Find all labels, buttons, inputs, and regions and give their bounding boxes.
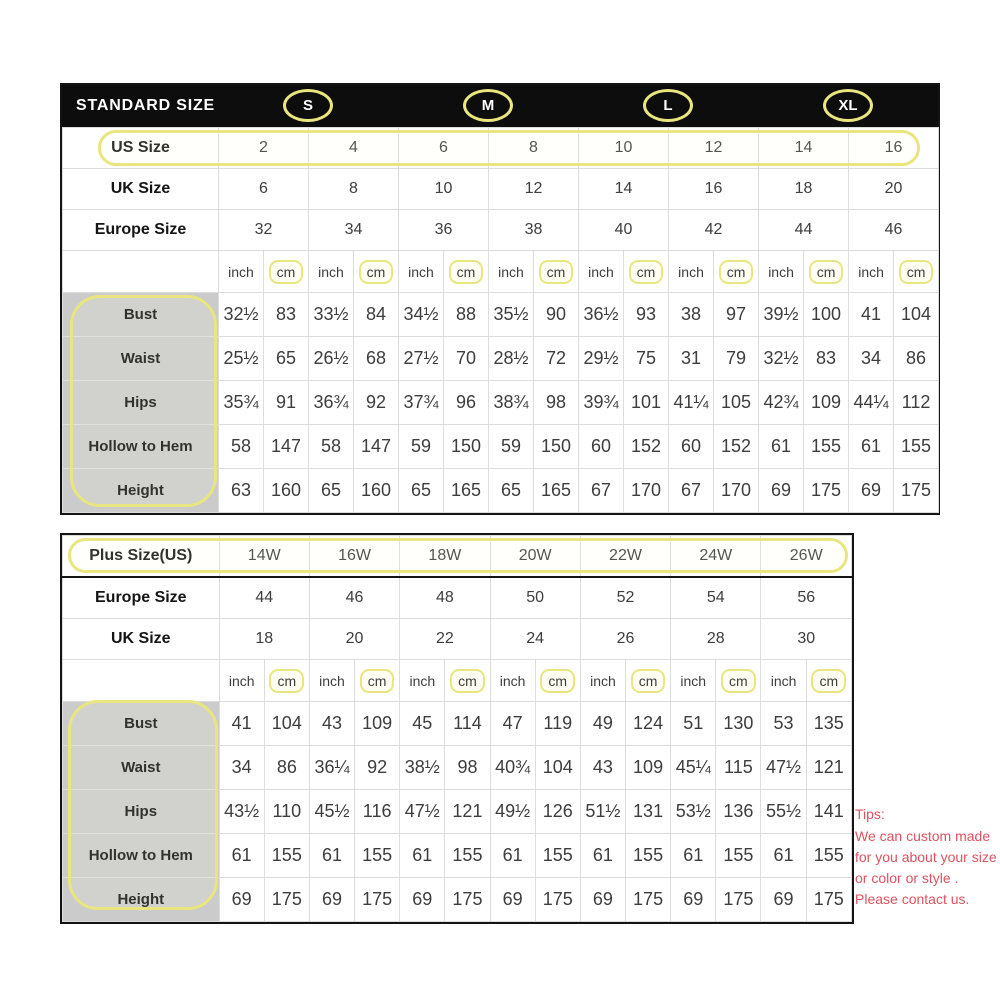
size-value-cell: 54 xyxy=(671,577,761,619)
size-value-cell: 26 xyxy=(580,619,670,660)
cm-value-cell: 165 xyxy=(444,469,489,513)
size-value-cell: 36 xyxy=(399,210,489,251)
unit-inch-cell: inch xyxy=(399,251,444,293)
cm-highlight-box: cm xyxy=(721,669,756,693)
unit-cm-cell xyxy=(444,251,489,293)
cm-highlight-box: cm xyxy=(719,260,754,284)
cm-value-cell: 96 xyxy=(444,381,489,425)
unit-row xyxy=(63,251,939,293)
tips-line: We can custom made xyxy=(855,828,991,844)
cm-value-cell: 98 xyxy=(534,381,579,425)
size-value-cell: 44 xyxy=(219,577,309,619)
unit-cm-cell xyxy=(716,660,761,702)
cm-value-cell: 175 xyxy=(716,878,761,922)
row-label-height: Height xyxy=(63,878,220,922)
inch-value-cell: 34½ xyxy=(399,293,444,337)
cm-value-cell: 136 xyxy=(716,790,761,834)
inch-value-cell: 61 xyxy=(219,834,264,878)
inch-value-cell: 61 xyxy=(309,834,354,878)
size-value-cell: 50 xyxy=(490,577,580,619)
size-value-cell: 20 xyxy=(309,619,399,660)
size-value-cell: 18 xyxy=(219,619,309,660)
inch-value-cell: 61 xyxy=(580,834,625,878)
cm-value-cell: 79 xyxy=(714,337,759,381)
unit-inch-cell: inch xyxy=(761,660,806,702)
inch-value-cell: 65 xyxy=(309,469,354,513)
size-value-cell: 28 xyxy=(671,619,761,660)
unit-cm-cell xyxy=(264,660,309,702)
inch-value-cell: 67 xyxy=(579,469,624,513)
inch-value-cell: 59 xyxy=(489,425,534,469)
inch-value-cell: 60 xyxy=(669,425,714,469)
inch-value-cell: 69 xyxy=(759,469,804,513)
cm-value-cell: 70 xyxy=(444,337,489,381)
cm-value-cell: 104 xyxy=(535,746,580,790)
size-value-cell: 14 xyxy=(579,169,669,210)
cm-value-cell: 92 xyxy=(355,746,400,790)
inch-value-cell: 58 xyxy=(219,425,264,469)
cm-value-cell: 121 xyxy=(445,790,490,834)
size-value-cell: 52 xyxy=(580,577,670,619)
size-row-uk-size xyxy=(63,619,852,660)
size-value-cell: 20W xyxy=(490,536,580,578)
inch-value-cell: 49 xyxy=(580,702,625,746)
measurement-row-hips xyxy=(63,790,852,834)
inch-value-cell: 29½ xyxy=(579,337,624,381)
cm-value-cell: 115 xyxy=(716,746,761,790)
inch-value-cell: 53 xyxy=(761,702,806,746)
unit-inch-cell: inch xyxy=(669,251,714,293)
cm-value-cell: 100 xyxy=(804,293,849,337)
cm-value-cell: 170 xyxy=(624,469,669,513)
inch-value-cell: 61 xyxy=(849,425,894,469)
size-value-cell: 44 xyxy=(759,210,849,251)
unit-inch-cell: inch xyxy=(849,251,894,293)
size-value-cell: 24 xyxy=(490,619,580,660)
measurement-row-waist xyxy=(63,746,852,790)
inch-value-cell: 44¼ xyxy=(849,381,894,425)
cm-highlight-box: cm xyxy=(631,669,666,693)
row-label-europe-size: Europe Size xyxy=(63,210,219,251)
inch-value-cell: 28½ xyxy=(489,337,534,381)
inch-value-cell: 69 xyxy=(849,469,894,513)
inch-value-cell: 69 xyxy=(400,878,445,922)
size-value-cell: 14 xyxy=(759,128,849,169)
inch-value-cell: 41¼ xyxy=(669,381,714,425)
inch-value-cell: 47½ xyxy=(761,746,806,790)
unit-inch-cell: inch xyxy=(579,251,624,293)
cm-value-cell: 152 xyxy=(714,425,759,469)
size-value-cell: 18W xyxy=(400,536,490,578)
cm-highlight-box: cm xyxy=(359,260,394,284)
size-row-uk-size xyxy=(63,169,939,210)
measurement-row-hollow-to-hem xyxy=(63,834,852,878)
row-label-hollow-to-hem: Hollow to Hem xyxy=(63,425,219,469)
size-value-cell: 22W xyxy=(580,536,670,578)
measurement-row-hips xyxy=(63,381,939,425)
inch-value-cell: 61 xyxy=(759,425,804,469)
cm-value-cell: 152 xyxy=(624,425,669,469)
cm-value-cell: 86 xyxy=(264,746,309,790)
custom-made-tips-note xyxy=(855,804,997,910)
inch-value-cell: 25½ xyxy=(219,337,264,381)
cm-value-cell: 86 xyxy=(894,337,939,381)
inch-value-cell: 38½ xyxy=(400,746,445,790)
inch-value-cell: 59 xyxy=(399,425,444,469)
size-row-us-size xyxy=(63,128,939,169)
inch-value-cell: 36¾ xyxy=(309,381,354,425)
size-value-cell: 20 xyxy=(849,169,939,210)
cm-value-cell: 175 xyxy=(626,878,671,922)
unit-cm-cell xyxy=(354,251,399,293)
inch-value-cell: 69 xyxy=(490,878,535,922)
size-value-cell: 4 xyxy=(309,128,399,169)
inch-value-cell: 58 xyxy=(309,425,354,469)
inch-value-cell: 38¾ xyxy=(489,381,534,425)
inch-value-cell: 36¼ xyxy=(309,746,354,790)
cm-value-cell: 155 xyxy=(264,834,309,878)
cm-value-cell: 150 xyxy=(534,425,579,469)
inch-value-cell: 36½ xyxy=(579,293,624,337)
standard-size-header-bar xyxy=(62,85,938,127)
cm-value-cell: 104 xyxy=(264,702,309,746)
size-value-cell: 48 xyxy=(400,577,490,619)
plus-size-table xyxy=(60,533,854,924)
row-label-bust: Bust xyxy=(63,702,220,746)
inch-value-cell: 53½ xyxy=(671,790,716,834)
inch-value-cell: 34 xyxy=(219,746,264,790)
inch-value-cell: 40¾ xyxy=(490,746,535,790)
row-label-hollow-to-hem: Hollow to Hem xyxy=(63,834,220,878)
inch-value-cell: 39½ xyxy=(759,293,804,337)
cm-value-cell: 124 xyxy=(626,702,671,746)
inch-value-cell: 35½ xyxy=(489,293,534,337)
cm-value-cell: 91 xyxy=(264,381,309,425)
cm-value-cell: 175 xyxy=(894,469,939,513)
cm-value-cell: 92 xyxy=(354,381,399,425)
size-value-cell: 16W xyxy=(309,536,399,578)
standard-size-title: STANDARD SIZE xyxy=(76,97,215,114)
cm-value-cell: 155 xyxy=(355,834,400,878)
cm-value-cell: 131 xyxy=(626,790,671,834)
cm-value-cell: 109 xyxy=(626,746,671,790)
cm-value-cell: 155 xyxy=(445,834,490,878)
inch-value-cell: 61 xyxy=(761,834,806,878)
cm-value-cell: 83 xyxy=(804,337,849,381)
cm-value-cell: 160 xyxy=(354,469,399,513)
size-value-cell: 10 xyxy=(579,128,669,169)
size-value-cell: 40 xyxy=(579,210,669,251)
cm-value-cell: 84 xyxy=(354,293,399,337)
measurement-row-hollow-to-hem xyxy=(63,425,939,469)
inch-value-cell: 63 xyxy=(219,469,264,513)
cm-value-cell: 126 xyxy=(535,790,580,834)
size-value-cell: 10 xyxy=(399,169,489,210)
unit-row-empty-label xyxy=(63,251,219,293)
inch-value-cell: 61 xyxy=(400,834,445,878)
size-value-cell: 6 xyxy=(399,128,489,169)
unit-inch-cell: inch xyxy=(219,251,264,293)
cm-value-cell: 109 xyxy=(355,702,400,746)
inch-value-cell: 45 xyxy=(400,702,445,746)
inch-value-cell: 41 xyxy=(849,293,894,337)
unit-cm-cell xyxy=(355,660,400,702)
cm-value-cell: 155 xyxy=(806,834,851,878)
cm-highlight-box: cm xyxy=(811,669,846,693)
cm-value-cell: 112 xyxy=(894,381,939,425)
size-row-plus-size-us xyxy=(63,536,852,578)
size-row-europe-size xyxy=(63,577,852,619)
inch-value-cell: 43 xyxy=(580,746,625,790)
inch-value-cell: 43½ xyxy=(219,790,264,834)
unit-inch-cell: inch xyxy=(489,251,534,293)
cm-value-cell: 68 xyxy=(354,337,399,381)
inch-value-cell: 45¼ xyxy=(671,746,716,790)
size-value-cell: 30 xyxy=(761,619,852,660)
inch-value-cell: 51 xyxy=(671,702,716,746)
cm-value-cell: 175 xyxy=(804,469,849,513)
cm-value-cell: 165 xyxy=(534,469,579,513)
inch-value-cell: 65 xyxy=(399,469,444,513)
tips-line: for you about your size xyxy=(855,849,997,865)
size-value-cell: 16 xyxy=(669,169,759,210)
inch-value-cell: 69 xyxy=(580,878,625,922)
row-label-bust: Bust xyxy=(63,293,219,337)
cm-value-cell: 105 xyxy=(714,381,759,425)
unit-inch-cell: inch xyxy=(309,251,354,293)
size-group-s-circled: S xyxy=(283,89,333,122)
cm-value-cell: 155 xyxy=(626,834,671,878)
inch-value-cell: 26½ xyxy=(309,337,354,381)
unit-row xyxy=(63,660,852,702)
row-label-uk-size: UK Size xyxy=(63,169,219,210)
inch-value-cell: 61 xyxy=(490,834,535,878)
inch-value-cell: 32½ xyxy=(759,337,804,381)
plus-size-grid xyxy=(62,535,852,922)
cm-value-cell: 135 xyxy=(806,702,851,746)
inch-value-cell: 69 xyxy=(219,878,264,922)
unit-inch-cell: inch xyxy=(309,660,354,702)
cm-value-cell: 110 xyxy=(264,790,309,834)
cm-value-cell: 98 xyxy=(445,746,490,790)
size-value-cell: 26W xyxy=(761,536,852,578)
cm-value-cell: 90 xyxy=(534,293,579,337)
size-value-cell: 32 xyxy=(219,210,309,251)
cm-highlight-box: cm xyxy=(539,260,574,284)
cm-value-cell: 101 xyxy=(624,381,669,425)
cm-value-cell: 155 xyxy=(535,834,580,878)
inch-value-cell: 27½ xyxy=(399,337,444,381)
inch-value-cell: 65 xyxy=(489,469,534,513)
cm-value-cell: 119 xyxy=(535,702,580,746)
unit-inch-cell: inch xyxy=(400,660,445,702)
row-label-plus-size-us: Plus Size(US) xyxy=(63,536,220,578)
unit-cm-cell xyxy=(894,251,939,293)
unit-inch-cell: inch xyxy=(580,660,625,702)
inch-value-cell: 39¾ xyxy=(579,381,624,425)
inch-value-cell: 55½ xyxy=(761,790,806,834)
cm-value-cell: 97 xyxy=(714,293,759,337)
cm-value-cell: 160 xyxy=(264,469,309,513)
size-value-cell: 46 xyxy=(849,210,939,251)
cm-value-cell: 155 xyxy=(804,425,849,469)
inch-value-cell: 38 xyxy=(669,293,714,337)
measurement-row-bust xyxy=(63,293,939,337)
inch-value-cell: 61 xyxy=(671,834,716,878)
inch-value-cell: 45½ xyxy=(309,790,354,834)
size-value-cell: 8 xyxy=(309,169,399,210)
measurement-row-bust xyxy=(63,702,852,746)
measurement-row-waist xyxy=(63,337,939,381)
tips-heading: Tips: xyxy=(855,806,885,822)
unit-cm-cell xyxy=(264,251,309,293)
unit-inch-cell: inch xyxy=(759,251,804,293)
cm-value-cell: 175 xyxy=(264,878,309,922)
size-value-cell: 56 xyxy=(761,577,852,619)
inch-value-cell: 69 xyxy=(309,878,354,922)
cm-value-cell: 130 xyxy=(716,702,761,746)
cm-value-cell: 83 xyxy=(264,293,309,337)
size-group-xl-circled: XL xyxy=(823,89,873,122)
size-value-cell: 42 xyxy=(669,210,759,251)
inch-value-cell: 33½ xyxy=(309,293,354,337)
size-value-cell: 38 xyxy=(489,210,579,251)
unit-cm-cell xyxy=(804,251,849,293)
cm-value-cell: 141 xyxy=(806,790,851,834)
size-value-cell: 6 xyxy=(219,169,309,210)
standard-size-grid xyxy=(62,127,939,513)
size-value-cell: 18 xyxy=(759,169,849,210)
cm-value-cell: 155 xyxy=(716,834,761,878)
cm-value-cell: 147 xyxy=(264,425,309,469)
size-value-cell: 46 xyxy=(309,577,399,619)
row-label-europe-size: Europe Size xyxy=(63,577,220,619)
inch-value-cell: 47½ xyxy=(400,790,445,834)
row-label-uk-size: UK Size xyxy=(63,619,220,660)
row-label-waist: Waist xyxy=(63,337,219,381)
row-label-height: Height xyxy=(63,469,219,513)
measurement-row-height xyxy=(63,469,939,513)
cm-value-cell: 121 xyxy=(806,746,851,790)
inch-value-cell: 60 xyxy=(579,425,624,469)
cm-value-cell: 150 xyxy=(444,425,489,469)
unit-cm-cell xyxy=(626,660,671,702)
row-label-waist: Waist xyxy=(63,746,220,790)
inch-value-cell: 35¾ xyxy=(219,381,264,425)
row-label-hips: Hips xyxy=(63,790,220,834)
cm-highlight-box: cm xyxy=(809,260,844,284)
cm-value-cell: 65 xyxy=(264,337,309,381)
inch-value-cell: 67 xyxy=(669,469,714,513)
cm-value-cell: 155 xyxy=(894,425,939,469)
inch-value-cell: 49½ xyxy=(490,790,535,834)
size-value-cell: 22 xyxy=(400,619,490,660)
inch-value-cell: 69 xyxy=(671,878,716,922)
cm-highlight-box: cm xyxy=(899,260,934,284)
unit-row-empty-label xyxy=(63,660,220,702)
size-row-europe-size xyxy=(63,210,939,251)
standard-size-table xyxy=(60,83,940,515)
cm-highlight-box: cm xyxy=(449,260,484,284)
cm-value-cell: 175 xyxy=(445,878,490,922)
unit-cm-cell xyxy=(806,660,851,702)
cm-highlight-box: cm xyxy=(629,260,664,284)
cm-value-cell: 175 xyxy=(806,878,851,922)
cm-value-cell: 109 xyxy=(804,381,849,425)
size-value-cell: 12 xyxy=(669,128,759,169)
unit-cm-cell xyxy=(714,251,759,293)
cm-value-cell: 170 xyxy=(714,469,759,513)
row-label-hips: Hips xyxy=(63,381,219,425)
cm-value-cell: 104 xyxy=(894,293,939,337)
size-value-cell: 24W xyxy=(671,536,761,578)
size-value-cell: 12 xyxy=(489,169,579,210)
inch-value-cell: 42¾ xyxy=(759,381,804,425)
unit-inch-cell: inch xyxy=(671,660,716,702)
cm-highlight-box: cm xyxy=(450,669,485,693)
size-value-cell: 16 xyxy=(849,128,939,169)
unit-cm-cell xyxy=(535,660,580,702)
measurement-row-height xyxy=(63,878,852,922)
inch-value-cell: 37¾ xyxy=(399,381,444,425)
cm-value-cell: 93 xyxy=(624,293,669,337)
inch-value-cell: 32½ xyxy=(219,293,264,337)
cm-value-cell: 75 xyxy=(624,337,669,381)
size-value-cell: 8 xyxy=(489,128,579,169)
cm-value-cell: 175 xyxy=(355,878,400,922)
unit-cm-cell xyxy=(624,251,669,293)
inch-value-cell: 31 xyxy=(669,337,714,381)
size-group-m-circled: M xyxy=(463,89,513,122)
unit-inch-cell: inch xyxy=(219,660,264,702)
inch-value-cell: 51½ xyxy=(580,790,625,834)
tips-line: Please contact us. xyxy=(855,891,970,907)
inch-value-cell: 41 xyxy=(219,702,264,746)
cm-highlight-box: cm xyxy=(269,669,304,693)
size-value-cell: 2 xyxy=(219,128,309,169)
cm-value-cell: 175 xyxy=(535,878,580,922)
cm-value-cell: 72 xyxy=(534,337,579,381)
inch-value-cell: 69 xyxy=(761,878,806,922)
cm-value-cell: 147 xyxy=(354,425,399,469)
unit-inch-cell: inch xyxy=(490,660,535,702)
size-group-l-circled: L xyxy=(643,89,693,122)
cm-highlight-box: cm xyxy=(269,260,304,284)
cm-highlight-box: cm xyxy=(540,669,575,693)
unit-cm-cell xyxy=(445,660,490,702)
inch-value-cell: 43 xyxy=(309,702,354,746)
cm-value-cell: 116 xyxy=(355,790,400,834)
unit-cm-cell xyxy=(534,251,579,293)
cm-highlight-box: cm xyxy=(360,669,395,693)
cm-value-cell: 88 xyxy=(444,293,489,337)
row-label-us-size: US Size xyxy=(63,128,219,169)
size-value-cell: 14W xyxy=(219,536,309,578)
inch-value-cell: 47 xyxy=(490,702,535,746)
cm-value-cell: 114 xyxy=(445,702,490,746)
size-value-cell: 34 xyxy=(309,210,399,251)
tips-line: or color or style . xyxy=(855,870,959,886)
inch-value-cell: 34 xyxy=(849,337,894,381)
